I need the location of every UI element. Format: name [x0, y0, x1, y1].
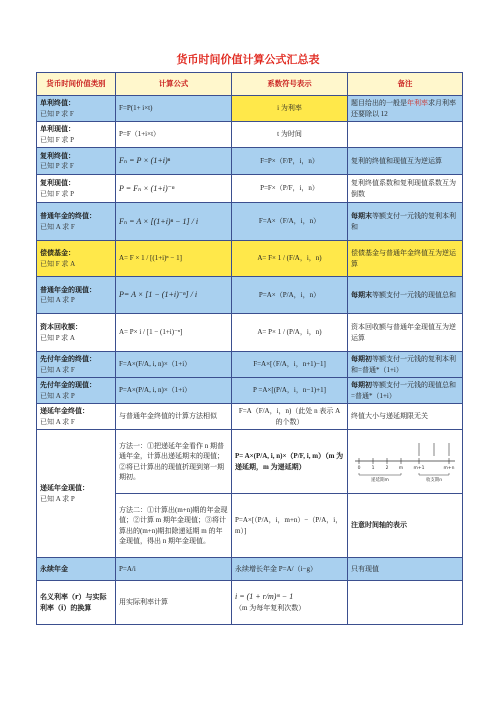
symbol-cell: t 为时间	[232, 122, 348, 148]
category-known: 已知 P 求 F	[40, 109, 74, 118]
symbol-cell: P=F×（P/F，i，n）	[232, 175, 348, 203]
table-row	[37, 148, 463, 175]
category-cell	[37, 122, 116, 148]
symbol-cell: F=A×（F/A，i，n）	[232, 203, 348, 241]
category-name: 先付年金的现值：	[40, 381, 96, 389]
category-cell	[37, 148, 116, 175]
category-cell	[37, 314, 116, 352]
table-row	[37, 314, 463, 352]
note-cell	[348, 277, 463, 314]
note-text: 等额支付一元钱的现值总和=普通*（1+i）	[351, 381, 456, 400]
category-known: 已知 A 求 F	[40, 365, 75, 374]
formula-cell: P = Fₙ × (1+i)⁻ⁿ	[116, 175, 232, 203]
note-cell: 偿债基金与普通年金终值互为逆运算	[348, 241, 463, 277]
table-row	[37, 277, 463, 314]
note-cell	[348, 378, 463, 404]
symbol-cell: A= F× 1 / (F/A，i，n)	[232, 241, 348, 277]
category-name: 单利现值：	[40, 125, 75, 133]
table-row	[37, 430, 463, 494]
table-row	[37, 175, 463, 203]
note-cell: 终值大小与递延期限无关	[348, 404, 463, 430]
note-cell	[348, 352, 463, 378]
header-note: 备注	[348, 73, 463, 96]
symbol-cell: F=P×（F/P，i，n）	[232, 148, 348, 175]
note-cell: 复利的终值和现值互为逆运算	[348, 148, 463, 175]
category-cell: 永续年金	[37, 558, 116, 581]
category-name: 普通年金的现值：	[40, 285, 96, 294]
note-cell	[348, 203, 463, 241]
category-name: 递延年金现值：	[40, 484, 89, 492]
category-cell	[37, 241, 116, 277]
note-cell	[348, 96, 463, 122]
timeline-cell	[348, 430, 463, 494]
axis-tick-label: 0	[357, 465, 361, 471]
category-cell	[37, 277, 116, 314]
note-text: 等额支付一元钱的复利本利和	[351, 212, 456, 231]
table-row	[37, 203, 463, 241]
axis-tick-label: 2	[385, 465, 389, 471]
category-cell	[37, 378, 116, 404]
bracket-label: 收支期n	[425, 477, 443, 483]
category-name: 复利现值：	[40, 179, 75, 187]
formula-cell: 与普通年金终值的计算方法相似	[116, 404, 232, 430]
formula-cell: F=P(1+ i×t)	[116, 96, 232, 122]
formula-table	[36, 72, 463, 625]
symbol-cell: F=A（F/A，i，n)（此处 n 表示 A 的个数）	[232, 404, 348, 430]
table-row	[37, 352, 463, 378]
category-cell	[37, 175, 116, 203]
note-cell: 资本回收额与普通年金现值互为逆运算	[348, 314, 463, 352]
note-highlight: 每期末	[351, 212, 372, 220]
method1-cell: 方法一：①把递延年金看作 n 期普通年金，计算出递延期末的现值；②将已计算出的现值折现到第一期期初。	[116, 430, 232, 494]
formula-cell: 用实际利率计算	[116, 581, 232, 625]
table-row	[37, 96, 463, 122]
header-symbol: 系数符号表示	[232, 73, 348, 96]
category-name: 普通年金的终值：	[40, 212, 96, 220]
timeline-diagram	[351, 437, 459, 487]
formula-cell: P=F（1+i×t）	[116, 122, 232, 148]
table-row	[37, 241, 463, 277]
category-cell	[37, 96, 116, 122]
category-known: 已知 P 求 F	[40, 162, 74, 170]
formula-cell: A= P× i / [1 − (1+i)⁻ⁿ]	[116, 314, 232, 352]
formula-cell: A= F × 1 / [(1+i)ⁿ − 1]	[116, 241, 232, 277]
method2-cell: 方法二：①计算出(m+n)期的年金现值；②计算 m 期年金现值；③将计算出的(m+n)期扣除递延期 m 的年金现值，得出 n 期年金现值。	[116, 494, 232, 558]
category-cell	[37, 203, 116, 241]
page-title: 货币时间价值计算公式汇总表	[176, 53, 320, 66]
category-known: 已知 A 求 F	[40, 417, 75, 426]
formula-cell: P=A×(P/A, i, n)×（1+i）	[116, 378, 232, 404]
table-row	[37, 558, 463, 581]
category-known: 已知 A 求 P	[40, 494, 75, 503]
symbol-cell: F=A×[（F/A，i，n+1)−1]	[232, 352, 348, 378]
note-highlight: 每期末	[351, 290, 372, 299]
note-cell: 注意时间轴的表示	[348, 494, 463, 558]
category-known: 已知 P 求 A	[40, 333, 75, 342]
category-name: 复利终值：	[40, 151, 75, 160]
category-known: 已知 F 求 P	[40, 135, 75, 144]
symbol-cell: A= P× 1 / (P/A，i，n)	[232, 314, 348, 352]
formula-cell: P= A × [1 − (1+i)⁻ⁿ] / i	[116, 277, 232, 314]
table-row	[37, 404, 463, 430]
header-formula: 计算公式	[116, 73, 232, 96]
note-cell	[348, 122, 463, 148]
note-highlight: 年利率	[407, 99, 428, 107]
category-known: 已知 F 求 P	[40, 189, 75, 198]
category-known: 已知 F 求 A	[40, 259, 76, 268]
category-name: 递延年金终值：	[40, 407, 89, 415]
category-cell: 名义利率（r）与实际利率（i）的换算	[37, 581, 116, 625]
formula-cell: Fₙ = A × [(1+i)ⁿ − 1] / i	[116, 203, 232, 241]
axis-tick-label: m+n	[443, 465, 455, 471]
note-text: 等额支付一元钱的现值总和	[372, 290, 456, 299]
note-cell	[348, 581, 463, 625]
note-cell: 只有现值	[348, 558, 463, 581]
category-cell	[37, 430, 116, 558]
category-name: 偿债基金：	[40, 249, 75, 257]
note-text: 求月利率还要除以 12	[351, 99, 456, 118]
note-text: 等额支付一元钱的复利本利和=普通*（1+i）	[351, 355, 456, 374]
category-cell	[37, 404, 116, 430]
category-known: 已知 A 求 P	[40, 296, 75, 304]
header-row	[37, 73, 463, 96]
symbol-cell: P= A×(P/A, i, n)×（P/F, i, m）（m 为递延期，m 为递延期）	[232, 430, 348, 494]
category-known: 已知 A 求 P	[40, 391, 75, 400]
symbol-formula: i = (1 + r/m)ᵐ − 1	[235, 592, 294, 602]
symbol-cell: i 为利率	[232, 96, 348, 122]
note-cell: 复利终值系数和复利现值系数互为倒数	[348, 175, 463, 203]
symbol-cell: P =A×[(P/A，i，n−1)+1]	[232, 378, 348, 404]
axis-tick-label: m	[398, 465, 404, 471]
category-name: 资本回收额：	[40, 323, 82, 331]
bracket-label: 递延期m	[371, 477, 389, 483]
table-row	[37, 581, 463, 625]
symbol-cell: 永续增长年金 P=A/（i−g）	[232, 558, 348, 581]
header-category: 货币时间价值类别	[37, 73, 116, 96]
axis-tick-label: 1	[371, 465, 375, 471]
category-cell	[37, 352, 116, 378]
category-known: 已知 A 求 F	[40, 222, 75, 231]
symbol-cell	[232, 581, 348, 625]
note-highlight: 每期初	[351, 355, 372, 363]
formula-cell: P=A/i	[116, 558, 232, 581]
note-highlight: 每期初	[351, 381, 372, 389]
table-row	[37, 378, 463, 404]
category-name: 单利终值：	[40, 99, 75, 107]
axis-tick-label: m+1	[413, 465, 425, 471]
formula-cell: F=A×(F/A, i, n)×（1+i）	[116, 352, 232, 378]
note-text: 题目给出的一般是	[351, 99, 407, 107]
category-name: 先付年金的终值：	[40, 355, 96, 363]
symbol-note: （m 为每年复利次数）	[235, 604, 306, 613]
table-row	[37, 122, 463, 148]
formula-cell: Fₙ = P × (1+i)ⁿ	[116, 148, 232, 175]
symbol-cell: P=A×（P/A，i，n）	[232, 277, 348, 314]
symbol-cell: P=A×[（P/A，i，m+n）−（P/A，i，m）]	[232, 494, 348, 558]
